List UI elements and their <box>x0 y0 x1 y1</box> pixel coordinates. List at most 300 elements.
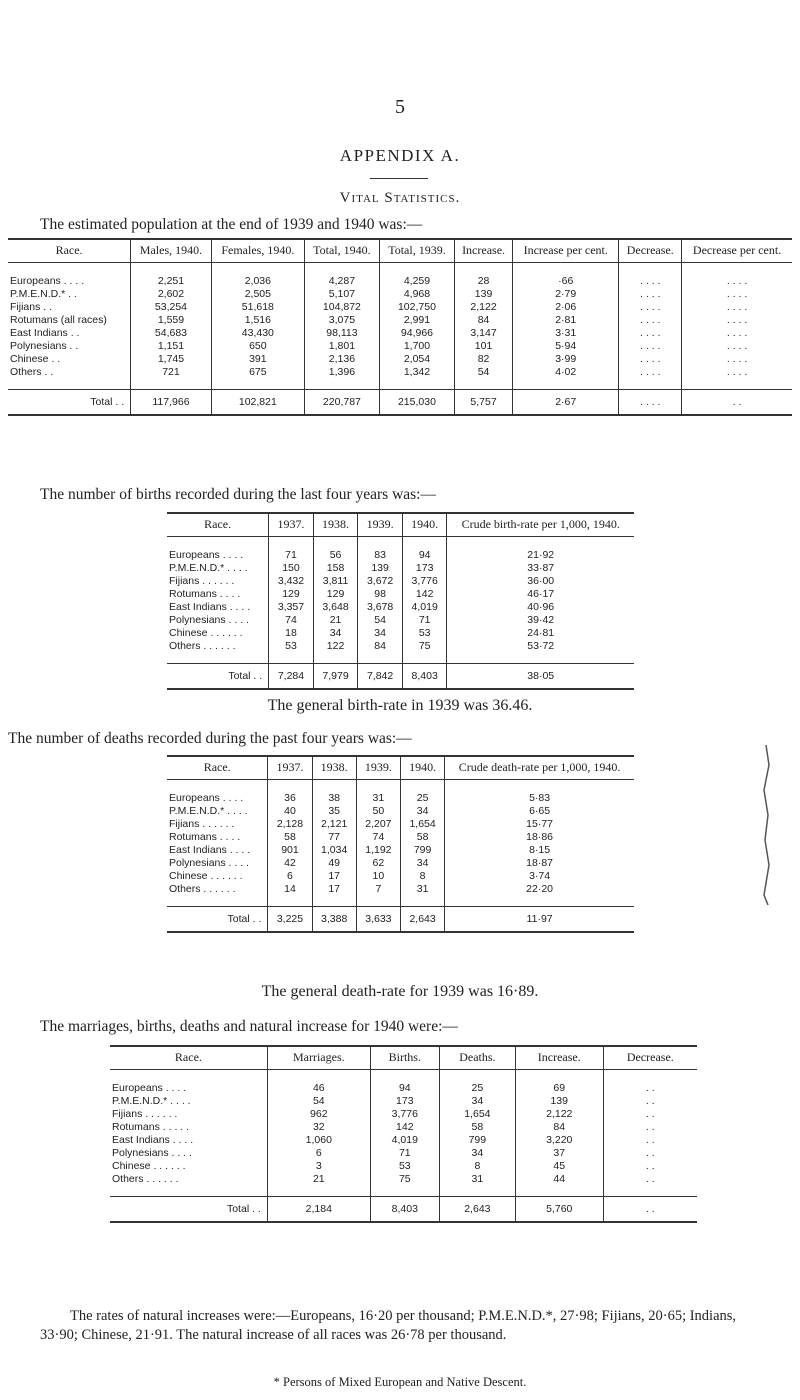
deaths-column-header: Race. <box>167 756 268 779</box>
deaths-value-cell: 7 <box>356 883 400 907</box>
population-value-cell: . . . . <box>682 301 792 314</box>
deaths-value-cell: 40 <box>268 805 312 818</box>
population-value-cell: . . . . <box>682 262 792 288</box>
population-column-header: Females, 1940. <box>211 239 304 262</box>
births-column-header: 1938. <box>313 513 358 536</box>
deaths-column-header: 1940. <box>400 756 444 779</box>
births-race-cell: P.M.E.N.D.* . . . . <box>169 561 248 574</box>
marriages-value-cell: . . <box>603 1134 697 1147</box>
births-total-value: 38·05 <box>447 663 634 689</box>
births-total-label: Total . . <box>167 663 269 689</box>
births-value-cell: 71 <box>402 614 447 627</box>
footnote: * Persons of Mixed European and Native Descent. <box>273 1375 527 1389</box>
births-value-cell: 3,432 <box>269 575 314 588</box>
population-value-cell: 3,075 <box>304 314 379 327</box>
population-total-value: 5,757 <box>454 389 512 415</box>
births-race-cell: Polynesians . . . . <box>169 613 249 626</box>
population-value-cell: 4·02 <box>513 366 619 390</box>
deaths-value-cell: 2,128 <box>268 818 312 831</box>
marriages-race-cell: Chinese . . . . . . <box>112 1159 186 1172</box>
marriages-value-cell: 139 <box>515 1095 603 1108</box>
marriages-race-cell: Polynesians . . . . <box>112 1146 192 1159</box>
marriages-column-header: Decrease. <box>603 1046 697 1069</box>
births-race-cell: East Indians . . . . <box>169 600 251 613</box>
marriages-row <box>110 1134 697 1147</box>
population-value-cell: 650 <box>211 340 304 353</box>
population-row <box>8 366 792 390</box>
population-value-cell: 84 <box>454 314 512 327</box>
deaths-total-label: Total . . <box>167 906 268 932</box>
population-value-cell: 43,430 <box>211 327 304 340</box>
population-row <box>8 301 792 314</box>
marriages-value-cell: 3,220 <box>515 1134 603 1147</box>
births-race-cell: Europeans . . . . <box>169 548 244 561</box>
deaths-race-cell: Fijians . . . . . . <box>169 817 235 830</box>
population-value-cell: 2·81 <box>513 314 619 327</box>
marriages-column-header: Deaths. <box>439 1046 515 1069</box>
births-value-cell: 150 <box>269 562 314 575</box>
title-rule <box>370 178 428 179</box>
births-row <box>167 601 634 614</box>
births-value-cell: 54 <box>358 614 403 627</box>
intro-deaths: The number of deaths recorded during the past four years was:— <box>8 730 412 747</box>
marriages-value-cell: 25 <box>439 1069 515 1095</box>
births-value-cell: 75 <box>402 640 447 664</box>
population-column-header: Increase per cent. <box>513 239 619 262</box>
marriages-value-cell: 1,654 <box>439 1108 515 1121</box>
births-table <box>167 512 634 690</box>
population-total-label: Total . . <box>8 389 131 415</box>
births-value-cell: 3,678 <box>358 601 403 614</box>
deaths-total-value: 3,225 <box>268 906 312 932</box>
marriages-value-cell: 45 <box>515 1160 603 1173</box>
population-value-cell: 51,618 <box>211 301 304 314</box>
marriages-total-value: 2,643 <box>439 1196 515 1222</box>
births-value-cell: 122 <box>313 640 358 664</box>
deaths-value-cell: 74 <box>356 831 400 844</box>
deaths-race-cell: Others . . . . . . <box>169 882 236 895</box>
deaths-column-header: 1937. <box>268 756 312 779</box>
marriages-value-cell: 69 <box>515 1069 603 1095</box>
population-value-cell: 1,700 <box>379 340 454 353</box>
population-value-cell: . . . . <box>619 327 682 340</box>
births-value-cell: 24·81 <box>447 627 634 640</box>
deaths-total-value: 2,643 <box>400 906 444 932</box>
deaths-row <box>167 779 634 805</box>
births-value-cell: 3,776 <box>402 575 447 588</box>
deaths-value-cell: 1,192 <box>356 844 400 857</box>
population-value-cell: 28 <box>454 262 512 288</box>
marriages-total-row <box>110 1196 697 1222</box>
marriages-value-cell: . . <box>603 1108 697 1121</box>
population-value-cell: 54,683 <box>131 327 212 340</box>
marriages-value-cell: 34 <box>439 1095 515 1108</box>
births-race-cell: Chinese . . . . . . <box>169 626 243 639</box>
marriages-race-cell: East Indians . . . . <box>112 1133 194 1146</box>
population-value-cell: . . . . <box>682 366 792 390</box>
marriages-value-cell: . . <box>603 1147 697 1160</box>
population-value-cell: 1,516 <box>211 314 304 327</box>
deaths-value-cell: 5·83 <box>445 779 634 805</box>
population-value-cell: 4,968 <box>379 288 454 301</box>
births-value-cell: 3,672 <box>358 575 403 588</box>
births-row <box>167 627 634 640</box>
population-row <box>8 327 792 340</box>
deaths-value-cell: 10 <box>356 870 400 883</box>
population-total-value: 117,966 <box>131 389 212 415</box>
deaths-value-cell: 31 <box>400 883 444 907</box>
deaths-total-value: 3,633 <box>356 906 400 932</box>
deaths-row <box>167 805 634 818</box>
births-total-value: 7,842 <box>358 663 403 689</box>
births-row <box>167 536 634 562</box>
births-value-cell: 21 <box>313 614 358 627</box>
population-row <box>8 288 792 301</box>
population-value-cell: 2,505 <box>211 288 304 301</box>
births-value-cell: 39·42 <box>447 614 634 627</box>
appendix-title: APPENDIX A. <box>339 146 461 165</box>
marriages-value-cell: 84 <box>515 1121 603 1134</box>
page-number: 5 <box>395 96 405 118</box>
marriages-row <box>110 1173 697 1197</box>
births-column-header: 1939. <box>358 513 403 536</box>
births-value-cell: 36·00 <box>447 575 634 588</box>
deaths-value-cell: 22·20 <box>445 883 634 907</box>
marriages-value-cell: 142 <box>370 1121 439 1134</box>
population-value-cell: . . . . <box>682 314 792 327</box>
marriages-value-cell: 34 <box>439 1147 515 1160</box>
population-column-header: Decrease per cent. <box>682 239 792 262</box>
marriages-value-cell: 31 <box>439 1173 515 1197</box>
deaths-value-cell: 38 <box>312 779 356 805</box>
marriages-value-cell: 1,060 <box>267 1134 370 1147</box>
deaths-value-cell: 58 <box>400 831 444 844</box>
marriages-row <box>110 1121 697 1134</box>
births-value-cell: 3,357 <box>269 601 314 614</box>
population-value-cell: 98,113 <box>304 327 379 340</box>
rates-paragraph: The rates of natural increases were:—Europeans, 16·20 per thousand; P.M.E.N.D.*, 27·98; Fijians, 20·65; Indians, 33·90; Chinese, 21·91. The natural increase of all races was 26·78 per thousand. <box>40 1308 737 1343</box>
population-value-cell: ·66 <box>513 262 619 288</box>
population-column-header: Race. <box>8 239 131 262</box>
births-value-cell: 18 <box>269 627 314 640</box>
population-value-cell: 5·94 <box>513 340 619 353</box>
population-value-cell: . . . . <box>619 301 682 314</box>
deaths-race-cell: Polynesians . . . . <box>169 856 249 869</box>
marriages-total-value: 5,760 <box>515 1196 603 1222</box>
deaths-value-cell: 36 <box>268 779 312 805</box>
marriages-value-cell: 2,122 <box>515 1108 603 1121</box>
population-total-value: 102,821 <box>211 389 304 415</box>
population-total-row <box>8 389 792 415</box>
population-value-cell: 2,251 <box>131 262 212 288</box>
marriages-column-header: Births. <box>370 1046 439 1069</box>
births-row <box>167 562 634 575</box>
deaths-value-cell: 1,034 <box>312 844 356 857</box>
population-value-cell: 2,602 <box>131 288 212 301</box>
births-value-cell: 84 <box>358 640 403 664</box>
section-title: Vital Statistics. <box>339 190 461 206</box>
population-race-cell: Rotumans (all races) <box>10 313 107 326</box>
births-value-cell: 33·87 <box>447 562 634 575</box>
births-value-cell: 139 <box>358 562 403 575</box>
marriages-total-value: . . <box>603 1196 697 1222</box>
population-column-header: Decrease. <box>619 239 682 262</box>
deaths-value-cell: 799 <box>400 844 444 857</box>
births-column-header: 1940. <box>402 513 447 536</box>
marriages-value-cell: 8 <box>439 1160 515 1173</box>
population-value-cell: . . . . <box>619 353 682 366</box>
population-value-cell: . . . . <box>619 262 682 288</box>
marriages-column-header: Increase. <box>515 1046 603 1069</box>
deaths-value-cell: 18·86 <box>445 831 634 844</box>
population-column-header: Total, 1940. <box>304 239 379 262</box>
deaths-row <box>167 831 634 844</box>
population-total-value: 215,030 <box>379 389 454 415</box>
population-value-cell: 102,750 <box>379 301 454 314</box>
births-row <box>167 588 634 601</box>
population-value-cell: 2,991 <box>379 314 454 327</box>
population-value-cell: . . . . <box>619 288 682 301</box>
population-value-cell: 54 <box>454 366 512 390</box>
marriages-value-cell: 4,019 <box>370 1134 439 1147</box>
deaths-value-cell: 50 <box>356 805 400 818</box>
population-value-cell: . . . . <box>682 288 792 301</box>
marriages-value-cell: 799 <box>439 1134 515 1147</box>
marriages-total-value: 8,403 <box>370 1196 439 1222</box>
deaths-value-cell: 62 <box>356 857 400 870</box>
population-column-header: Males, 1940. <box>131 239 212 262</box>
population-value-cell: 1,801 <box>304 340 379 353</box>
births-row <box>167 640 634 664</box>
marriages-race-cell: Others . . . . . . <box>112 1172 179 1185</box>
population-value-cell: . . . . <box>619 340 682 353</box>
marriages-value-cell: 46 <box>267 1069 370 1095</box>
population-value-cell: . . . . <box>619 366 682 390</box>
deaths-value-cell: 901 <box>268 844 312 857</box>
population-value-cell: 675 <box>211 366 304 390</box>
deaths-value-cell: 6 <box>268 870 312 883</box>
intro-marriages: The marriages, births, deaths and natural increase for 1940 were:— <box>40 1018 458 1035</box>
births-value-cell: 3,648 <box>313 601 358 614</box>
births-row <box>167 575 634 588</box>
population-value-cell: 1,342 <box>379 366 454 390</box>
population-value-cell: 3·99 <box>513 353 619 366</box>
population-value-cell: 139 <box>454 288 512 301</box>
births-value-cell: 98 <box>358 588 403 601</box>
deaths-row <box>167 844 634 857</box>
births-total-value: 8,403 <box>402 663 447 689</box>
marriages-row <box>110 1160 697 1173</box>
marriages-value-cell: 58 <box>439 1121 515 1134</box>
births-value-cell: 83 <box>358 536 403 562</box>
births-value-cell: 71 <box>269 536 314 562</box>
population-value-cell: 1,151 <box>131 340 212 353</box>
population-value-cell: . . . . <box>682 340 792 353</box>
deaths-total-value: 3,388 <box>312 906 356 932</box>
population-total-value: . . <box>682 389 792 415</box>
deaths-value-cell: 2,121 <box>312 818 356 831</box>
deaths-value-cell: 31 <box>356 779 400 805</box>
births-value-cell: 142 <box>402 588 447 601</box>
marriages-value-cell: 54 <box>267 1095 370 1108</box>
marriages-value-cell: 37 <box>515 1147 603 1160</box>
population-row <box>8 353 792 366</box>
population-race-cell: Others . . <box>10 365 54 378</box>
deaths-value-cell: 1,654 <box>400 818 444 831</box>
marriages-value-cell: 32 <box>267 1121 370 1134</box>
births-value-cell: 4,019 <box>402 601 447 614</box>
births-total-value: 7,979 <box>313 663 358 689</box>
marriages-value-cell: 44 <box>515 1173 603 1197</box>
population-value-cell: 4,259 <box>379 262 454 288</box>
population-column-header: Total, 1939. <box>379 239 454 262</box>
births-total-value: 7,284 <box>269 663 314 689</box>
marriages-race-cell: Rotumans . . . . . <box>112 1120 190 1133</box>
births-value-cell: 34 <box>313 627 358 640</box>
marriages-row <box>110 1108 697 1121</box>
population-value-cell: 2,036 <box>211 262 304 288</box>
deaths-value-cell: 2,207 <box>356 818 400 831</box>
marriages-total-value: 2,184 <box>267 1196 370 1222</box>
births-value-cell: 46·17 <box>447 588 634 601</box>
deaths-total-row <box>167 906 634 932</box>
deaths-value-cell: 18·87 <box>445 857 634 870</box>
population-value-cell: . . . . <box>682 353 792 366</box>
deaths-race-cell: Europeans . . . . <box>169 791 244 804</box>
marriages-race-cell: Fijians . . . . . . <box>112 1107 178 1120</box>
population-value-cell: 4,287 <box>304 262 379 288</box>
deaths-race-cell: Rotumans . . . . <box>169 830 241 843</box>
deaths-value-cell: 35 <box>312 805 356 818</box>
population-value-cell: 94,966 <box>379 327 454 340</box>
marriages-value-cell: 962 <box>267 1108 370 1121</box>
deaths-value-cell: 17 <box>312 870 356 883</box>
population-value-cell: 3,147 <box>454 327 512 340</box>
population-value-cell: 5,107 <box>304 288 379 301</box>
births-value-cell: 158 <box>313 562 358 575</box>
deaths-value-cell: 49 <box>312 857 356 870</box>
population-value-cell: 2,136 <box>304 353 379 366</box>
births-row <box>167 614 634 627</box>
deaths-row <box>167 818 634 831</box>
population-value-cell: 1,559 <box>131 314 212 327</box>
deaths-value-cell: 34 <box>400 857 444 870</box>
marriages-value-cell: . . <box>603 1173 697 1197</box>
births-race-cell: Fijians . . . . . . <box>169 574 235 587</box>
population-value-cell: . . . . <box>682 327 792 340</box>
deaths-row <box>167 883 634 907</box>
population-race-cell: Chinese . . <box>10 352 61 365</box>
births-value-cell: 94 <box>402 536 447 562</box>
marriages-race-cell: Europeans . . . . <box>112 1081 187 1094</box>
deaths-race-cell: Chinese . . . . . . <box>169 869 243 882</box>
births-value-cell: 53 <box>402 627 447 640</box>
population-value-cell: . . . . <box>619 314 682 327</box>
marriages-value-cell: 173 <box>370 1095 439 1108</box>
population-race-cell: P.M.E.N.D.* . . <box>10 287 77 300</box>
population-table <box>8 238 792 416</box>
births-race-cell: Rotumans . . . . <box>169 587 241 600</box>
deaths-value-cell: 17 <box>312 883 356 907</box>
marriages-value-cell: 53 <box>370 1160 439 1173</box>
population-value-cell: 391 <box>211 353 304 366</box>
death-rate-sentence: The general death-rate for 1939 was 16·89. <box>261 983 539 1000</box>
intro-population: The estimated population at the end of 1939 and 1940 was:— <box>40 216 423 233</box>
population-row <box>8 340 792 353</box>
marriages-value-cell: 3,776 <box>370 1108 439 1121</box>
population-value-cell: 721 <box>131 366 212 390</box>
births-value-cell: 53 <box>269 640 314 664</box>
deaths-value-cell: 6·65 <box>445 805 634 818</box>
births-value-cell: 21·92 <box>447 536 634 562</box>
deaths-row <box>167 870 634 883</box>
deaths-table <box>167 755 634 933</box>
deaths-value-cell: 15·77 <box>445 818 634 831</box>
marriages-value-cell: . . <box>603 1121 697 1134</box>
marriages-value-cell: 21 <box>267 1173 370 1197</box>
population-value-cell: 2·06 <box>513 301 619 314</box>
population-value-cell: 2,122 <box>454 301 512 314</box>
marriages-race-cell: P.M.E.N.D.* . . . . <box>112 1094 191 1107</box>
births-value-cell: 56 <box>313 536 358 562</box>
marriages-column-header: Race. <box>110 1046 267 1069</box>
deaths-value-cell: 8·15 <box>445 844 634 857</box>
marriages-row <box>110 1095 697 1108</box>
births-race-cell: Others . . . . . . <box>169 639 236 652</box>
population-value-cell: 53,254 <box>131 301 212 314</box>
marriages-value-cell: 71 <box>370 1147 439 1160</box>
births-value-cell: 53·72 <box>447 640 634 664</box>
deaths-value-cell: 77 <box>312 831 356 844</box>
population-row <box>8 314 792 327</box>
intro-births: The number of births recorded during the last four years was:— <box>40 486 436 503</box>
deaths-total-value: 11·97 <box>445 906 634 932</box>
marriages-value-cell: 3 <box>267 1160 370 1173</box>
births-column-header: Crude birth-rate per 1,000, 1940. <box>447 513 634 536</box>
marriages-value-cell: . . <box>603 1095 697 1108</box>
marriages-total-label: Total . . <box>110 1196 267 1222</box>
marriages-row <box>110 1069 697 1095</box>
deaths-column-header: 1938. <box>312 756 356 779</box>
marriages-value-cell: . . <box>603 1160 697 1173</box>
binding-shadow-mark <box>760 745 772 905</box>
deaths-value-cell: 25 <box>400 779 444 805</box>
population-value-cell: 104,872 <box>304 301 379 314</box>
deaths-value-cell: 14 <box>268 883 312 907</box>
births-value-cell: 40·96 <box>447 601 634 614</box>
deaths-value-cell: 8 <box>400 870 444 883</box>
births-value-cell: 34 <box>358 627 403 640</box>
population-value-cell: 101 <box>454 340 512 353</box>
population-race-cell: Fijians . . <box>10 300 53 313</box>
births-column-header: Race. <box>167 513 269 536</box>
deaths-value-cell: 58 <box>268 831 312 844</box>
marriages-value-cell: 94 <box>370 1069 439 1095</box>
marriages-value-cell: 6 <box>267 1147 370 1160</box>
births-value-cell: 173 <box>402 562 447 575</box>
marriages-row <box>110 1147 697 1160</box>
population-header-row <box>8 239 792 262</box>
deaths-race-cell: East Indians . . . . <box>169 843 251 856</box>
births-header-row <box>167 513 634 536</box>
deaths-value-cell: 34 <box>400 805 444 818</box>
birth-rate-sentence: The general birth-rate in 1939 was 36.46. <box>267 697 533 714</box>
marriages-value-cell: 75 <box>370 1173 439 1197</box>
population-value-cell: 2,054 <box>379 353 454 366</box>
births-value-cell: 129 <box>269 588 314 601</box>
population-total-value: 220,787 <box>304 389 379 415</box>
population-column-header: Increase. <box>454 239 512 262</box>
